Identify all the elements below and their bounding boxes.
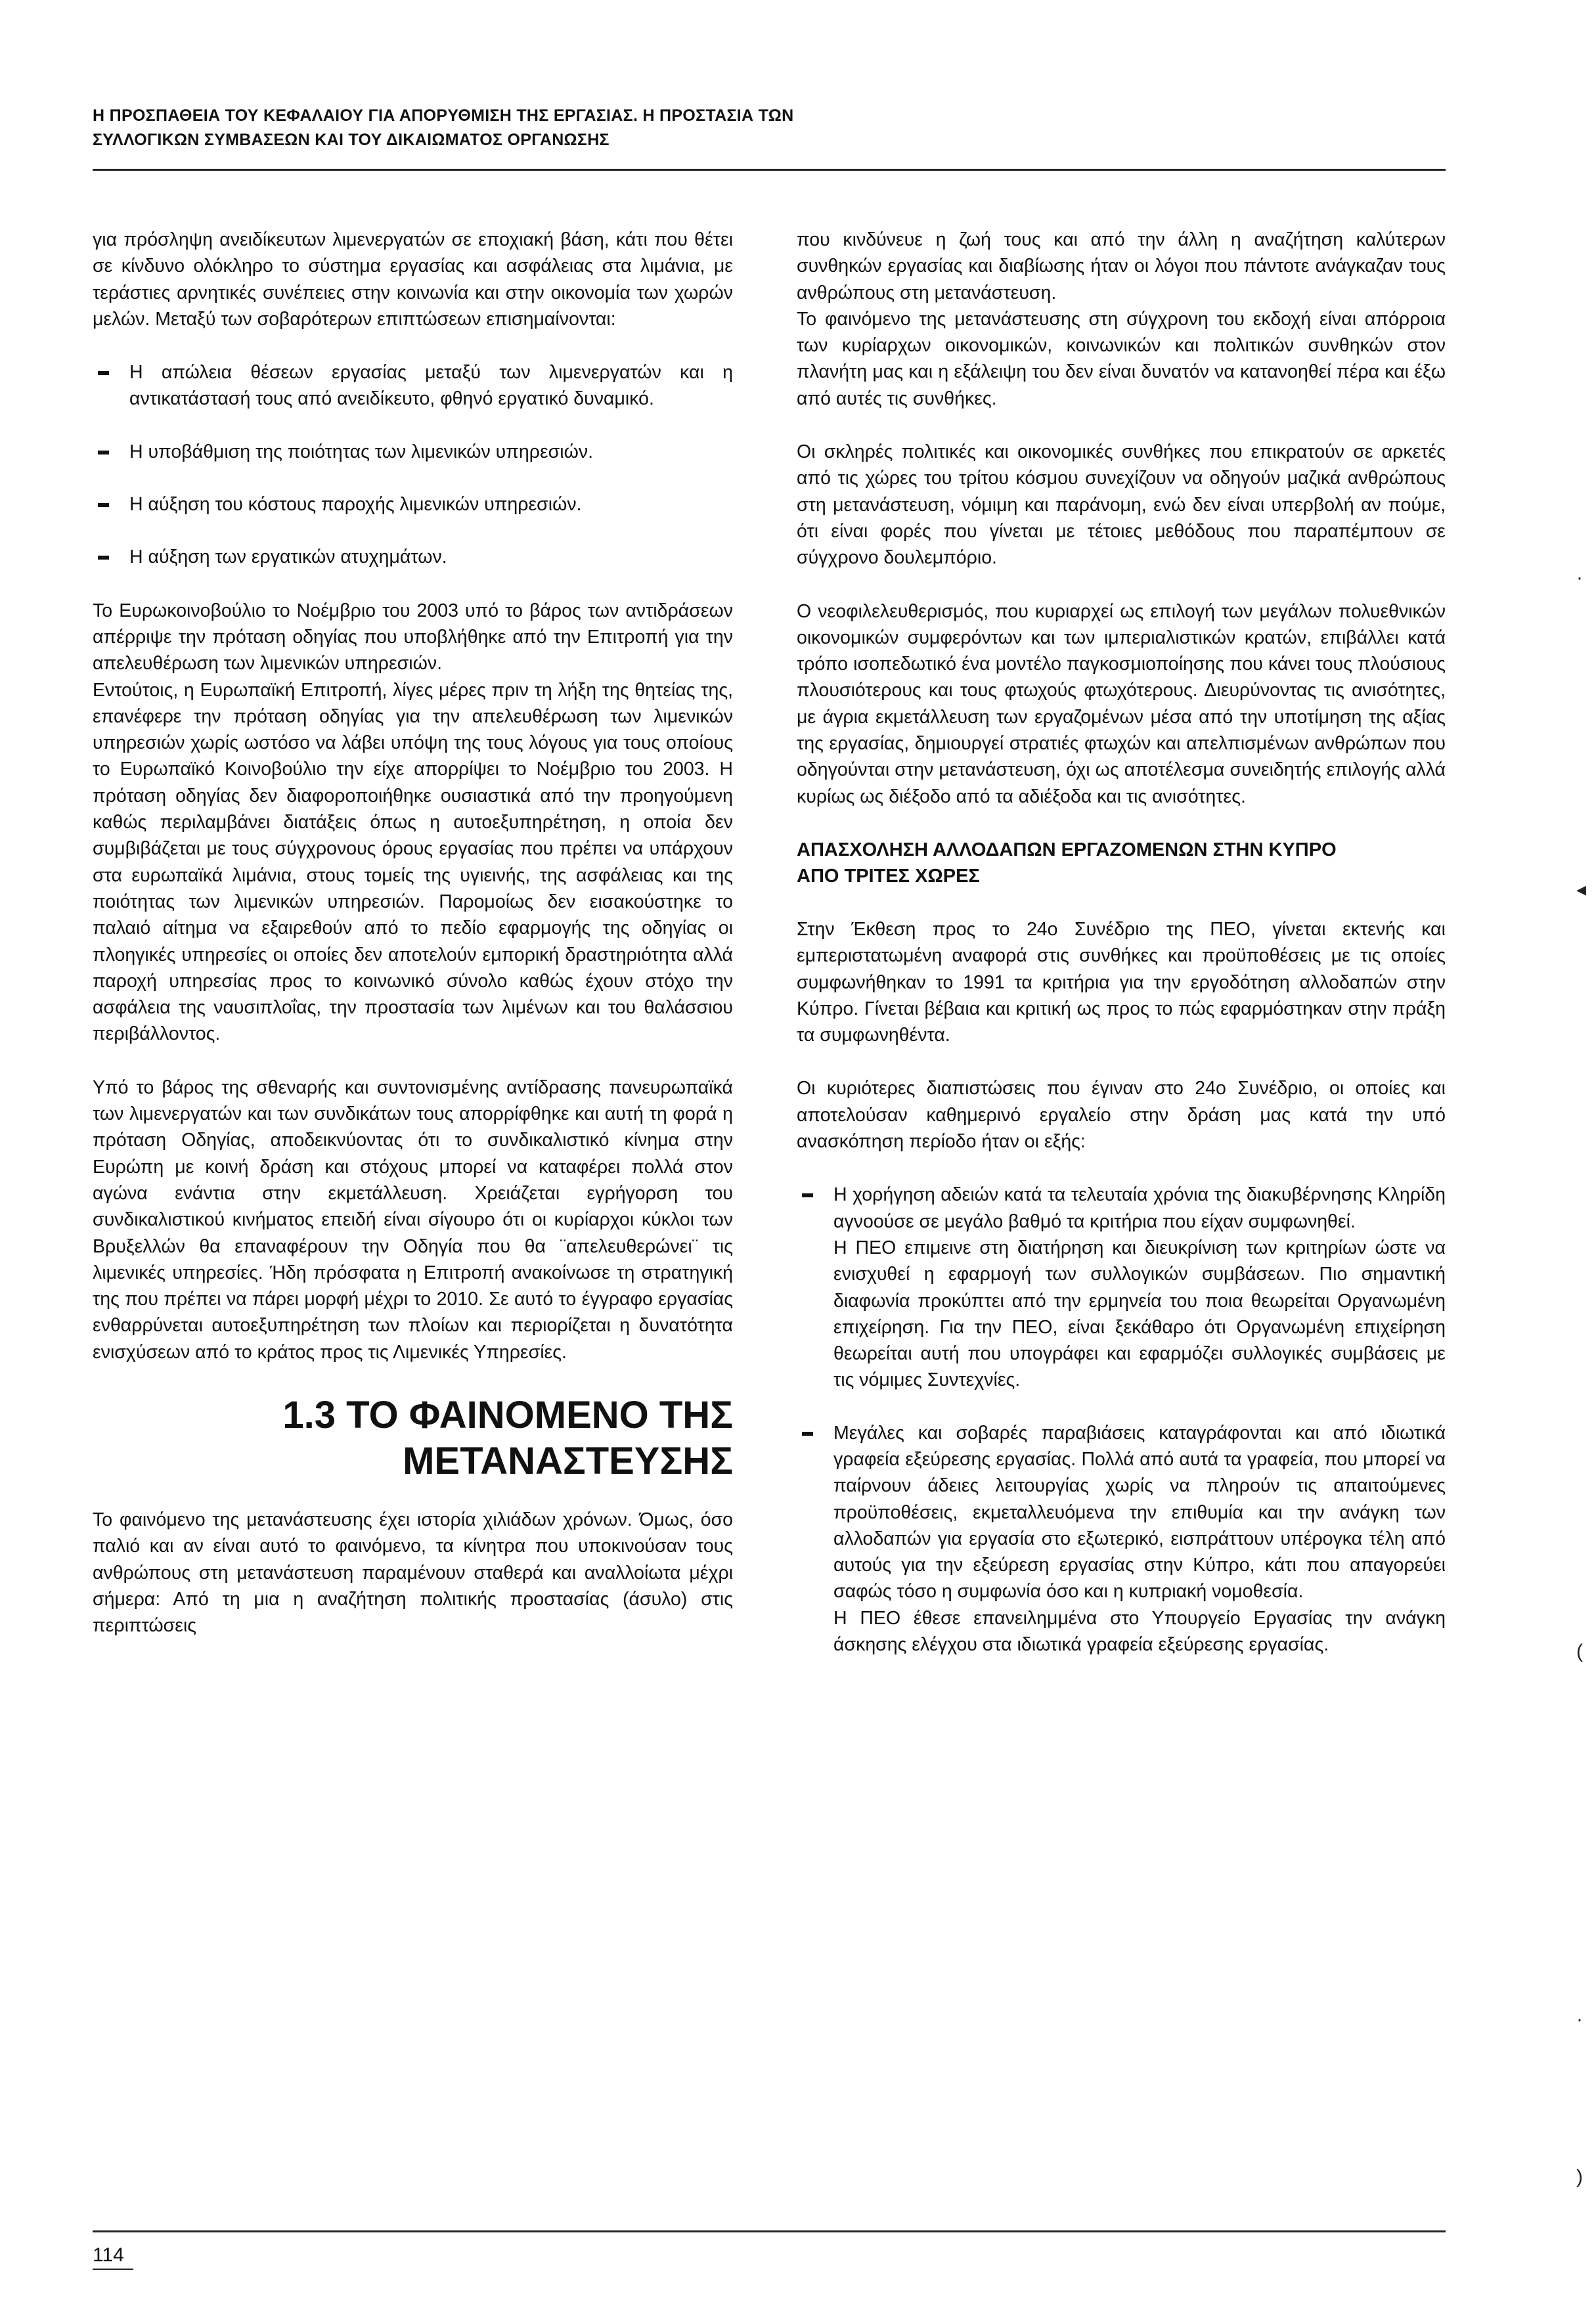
footer-divider xyxy=(93,2230,1446,2232)
left-column xyxy=(93,227,733,1666)
section-title xyxy=(93,1392,733,1484)
bullet-item xyxy=(797,1420,1446,1658)
paragraph: Οι κυριότερες διαπιστώσεις που έγιναν στο 24ο Συνέδριο, οι οποίες και αποτελούσαν καθημερινό εργαλείο στην δράση μας κατά την υπό ανασκόπηση περίοδο ήταν οι εξής: xyxy=(797,1078,1446,1153)
page-number: 114 xyxy=(93,2242,133,2270)
bullet-item: Η υποβάθμιση της ποιότητας των λιμενικών υπηρεσιών. xyxy=(93,439,733,465)
bullet-item: Η απώλεια θέσεων εργασίας μεταξύ των λιμενεργατών και η αντικατάστασή τους από ανειδίκευτο, φθηνό εργατικό δυναμικό. xyxy=(93,359,733,412)
bullet-text: Η ΠΕΟ επιμεινε στη διατήρηση και διευκρίνιση των κριτηρίων ώστε να ενισχυθεί η εφαρμογή των συλλογικών συμβάσεων. Πιο σημαντική διαφωνία προκύπτει από την ερμηνεία του ποια θεωρείται Οργανωμένη επιχείρηση. Για την ΠΕΟ, είναι ξεκάθαρο ότι Οργανωμένη επιχείρηση θεωρείται αυτή που υπογράφει και εφαρμόζει συλλογικές συμβάσεις με τις νόμιμες Συντεχνίες. xyxy=(833,1237,1446,1391)
margin-mark: ( xyxy=(1576,1641,1583,1662)
bullet-list xyxy=(93,359,733,570)
bullet-item xyxy=(797,1182,1446,1393)
header-divider xyxy=(93,169,1446,171)
paragraph: Ο νεοφιλελευθερισμός, που κυριαρχεί ως επιλογή των μεγάλων πολυεθνικών οικονομικών συμφερόντων και των ιμπεριαλιστικών κρατών, επιβάλλει κατά τρόπο ισοπεδωτικό ένα μοντέλο παγκοσμιοποίησης που κάνει τους πλούσιους πλουσιότερους και τους φτωχούς φτωχότερους. Διευρύνοντας τις ανισότητες, με άγρια εκμετάλλευση των εργαζομένων μέσα από την υποτίμηση της αξίας της εργασίας, δημιουργεί στρατιές φτωχών και απελπισμένων ανθρώπων που οδηγούνται στην μετανάστευση, όχι ως αποτέλεσμα συνειδητής επιλογής αλλά κυρίως ως διέξοδο από τα αδιέξοδα και τις ανισότητες. xyxy=(797,600,1446,807)
paragraph: Οι σκληρές πολιτικές και οικονομικές συνθήκες που επικρατούν σε αρκετές από τις χώρες του τρίτου κόσμου συνεχίζουν να οδηγούν μαζικά ανθρώπους στη μετανάστευση, νόμιμη και παράνομη, ενώ δεν είναι υπερβολή αν πούμε, ότι είναι φορές που γίνεται με τέτοιες μεθόδους που παραπέμπουν σε σύγχρονο δουλεμπόριο. xyxy=(797,441,1446,569)
subheading-line-1: ΑΠΑΣΧΟΛΗΣΗ ΑΛΛΟΔΑΠΩΝ ΕΡΓΑΖΟΜΕΝΩΝ ΣΤΗΝ ΚΥΠΡΟ xyxy=(797,839,1337,860)
margin-mark: · xyxy=(1576,567,1583,588)
paragraph: Εντούτοις, η Ευρωπαϊκή Επιτροπή, λίγες μέρες πριν τη λήξη της θητείας της, επανέφερε την πρόταση οδηγίας για την απελευθέρωση των λιμενικών υπηρεσιών χωρίς ωστόσο να λάβει υπόψη της τους λόγους για τους οποίους το Ευρωπαϊκό Κοινοβούλιο την είχε απορρίψει το Νοέμβριο του 2003. Η πρόταση οδηγίας δεν διαφοροποιήθηκε ουσιαστικά από την προηγούμενη καθώς περιλαμβάνει διατάξεις όπως η αυτοεξυπηρέτηση, η οποία δεν συμβιβάζεται με τους σύγχρονους όρους εργασίας που πρέπει να υπάρχουν στα ευρωπαϊκά λιμάνια, στους τομείς της υγιεινής, της ασφάλειας και της ποιότητας των λιμενικών υπηρεσιών. Παρομοίως δεν εισακούστηκε το παλαιό αίτημα να εξαιρεθούν από το πεδίο εφαρμογής της οδηγίας οι πλοηγικές υπηρεσίες οι οποίες δεν αποτελούν εμπορική δραστηριότητα αλλά παροχή υπηρεσίας προς το κοινωνικό σύνολο καθώς έχουν στόχο την ασφάλεια της ναυσιπλοΐας, την προστασία των λιμένων και του θαλάσσιου περιβάλλοντος. xyxy=(93,679,733,1045)
section-title-line-2: ΜΕΤΑΝΑΣΤΕΥΣΗΣ xyxy=(403,1439,733,1482)
margin-mark: · xyxy=(1576,2008,1583,2030)
subheading xyxy=(797,837,1446,889)
paragraph: Το Ευρωκοινοβούλιο το Νοέμβριο του 2003 υπό το βάρος των αντιδράσεων απέρριψε την πρόταση οδηγίας που υποβλήθηκε από την Επιτροπή για την απελευθέρωση των λιμενικών υπηρεσιών. xyxy=(93,600,733,675)
paragraph: Υπό το βάρος της σθεναρής και συντονισμένης αντίδρασης πανευρωπαϊκά των λιμενεργατών και των συνδικάτων τους απορρίφθηκε και αυτή τη φορά η πρόταση Οδηγίας, αποδεικνύοντας ότι το συνδικαλιστικό κίνημα στην Ευρώπη με κοινή δράση και στόχους μπορεί να καταφέρει πολλά στον αγώνα ενάντια στην εκμετάλλευση. Χρειάζεται εγρήγορση του συνδικαλιστικού κινήματος επειδή είναι σίγουρο ότι οι κυρίαρχοι κύκλοι των Βρυξελλών θα επαναφέρουν την Οδηγία που θα ¨απελευθερώνει¨ τις λιμενικές υπηρεσίες. Ήδη πρόσφατα η Επιτροπή ανακοίνωσε τη στρατηγική της που πρέπει να πάρει μορφή μέχρι το 2010. Σε αυτό το έγγραφο εργασίας ενθαρρύνεται αυτοεξυπηρέτηση των πλοίων και περιορίζεται η δυνατότητα ενισχύσεων από το κράτος προς τις Λιμενικές Υπηρεσίες. xyxy=(93,1076,733,1363)
running-header-line-1: Η ΠΡΟΣΠΑΘΕΙΑ ΤΟΥ ΚΕΦΑΛΑΙΟΥ ΓΙΑ ΑΠΟΡΥΘΜΙΣΗ ΤΗΣ ΕΡΓΑΣΙΑΣ. Η ΠΡΟΣΤΑΣΙΑ ΤΩΝ xyxy=(93,106,794,125)
margin-mark: ◂ xyxy=(1576,879,1587,900)
bullet-text: Η ΠΕΟ έθεσε επανειλημμένα στο Υπουργείο Εργασίας την ανάγκη άσκησης ελέγχου στα ιδιωτικά γραφεία εξεύρεσης εργασίας. xyxy=(833,1607,1446,1656)
paragraph: Το φαινόμενο της μετανάστευσης στη σύγχρονη του εκδοχή είναι απόρροια των κυρίαρχων οικονομικών, κοινωνικών και πολιτικών συνθηκών στον πλανήτη μας και η εξάλειψη του δεν είναι δυνατόν να κατανοηθεί πέρα και έξω από αυτές τις συνθήκες. xyxy=(797,308,1446,409)
paragraph: Στην Έκθεση προς το 24ο Συνέδριο της ΠΕΟ, γίνεται εκτενής και εμπεριστατωμένη αναφορά στις συνθήκες και προϋποθέσεις με τις οποίες συμφωνήθηκαν το 1991 τα κριτήρια για την εργοδότηση αλλοδαπών στην Κύπρο. Γίνεται βέβαια και κριτική ως προς το πώς εφαρμόστηκαν στην πράξη τα συμφωνηθέντα. xyxy=(797,918,1446,1046)
bullet-item: Η αύξηση των εργατικών ατυχημάτων. xyxy=(93,544,733,570)
running-header xyxy=(93,104,1446,152)
bullet-item: Η αύξηση του κόστους παροχής λιμενικών υπηρεσιών. xyxy=(93,491,733,518)
running-header-line-2: ΣΥΛΛΟΓΙΚΩΝ ΣΥΜΒΑΣΕΩΝ ΚΑΙ ΤΟΥ ΔΙΚΑΙΩΜΑΤΟΣ ΟΡΓΑΝΩΣΗΣ xyxy=(93,131,610,149)
bullet-text: Μεγάλες και σοβαρές παραβιάσεις καταγράφονται και από ιδιωτικά γραφεία εξεύρεσης εργασίας. Πολλά από αυτά τα γραφεία, που μπορεί να παίρνουν άδειες λειτουργίας χωρίς να πληρούν τις απαιτούμενες προϋποθέσεις, εκμεταλλευόμενα την επιθυμία και την ανάγκη των αλλοδαπών για εργασία στο εξωτερικό, εισπράττουν υπέρογκα τέλη από αυτούς για την εξεύρεση εργασίας στην Κύπρο, κάτι που απαγορεύει σαφώς τόσο η συμφωνία όσο και η κυπριακή νομοθεσία. xyxy=(833,1422,1446,1603)
right-column xyxy=(797,227,1446,1685)
bullet-text: Η χορήγηση αδειών κατά τα τελευταία χρόνια της διακυβέρνησης Κληρίδη αγνοούσε σε μεγάλο βαθμό τα κριτήρια που είχαν συμφωνηθεί. xyxy=(833,1184,1446,1232)
margin-mark: ) xyxy=(1576,2166,1583,2188)
paragraph: Το φαινόμενο της μετανάστευσης έχει ιστορία χιλιάδων χρόνων. Όμως, όσο παλιό και αν είναι αυτό το φαινόμενο, τα κίνητρα που υποκινούσαν τους ανθρώπους στη μετανάστευση παραμένουν σταθερά και αναλλοίωτα μέχρι σήμερα: Από τη μια η αναζήτηση πολιτικής προστασίας (άσυλο) στις περιπτώσεις xyxy=(93,1509,733,1637)
bullet-list xyxy=(797,1182,1446,1658)
paragraph: που κινδύνευε η ζωή τους και από την άλλη η αναζήτηση καλύτερων συνθηκών εργασίας και διαβίωσης ήταν οι λόγοι που πάντοτε ανάγκαζαν τους ανθρώπους στη μετανάστευση. xyxy=(797,229,1446,303)
subheading-line-2: ΑΠΟ ΤΡΙΤΕΣ ΧΩΡΕΣ xyxy=(797,865,980,887)
paragraph: για πρόσληψη ανειδίκευτων λιμενεργατών σε εποχιακή βάση, κάτι που θέτει σε κίνδυνο ολόκληρο το σύστημα εργασίας και ασφάλειας στα λιμάνια, με τεράστιες αρνητικές συνέπειες στην κοινωνία και στην οικονομία των χωρών μελών. Μεταξύ των σοβαρότερων επιπτώσεων επισημαίνονται: xyxy=(93,229,733,330)
section-title-line-1: 1.3 ΤΟ ΦΑΙΝΟΜΕΝΟ ΤΗΣ xyxy=(282,1393,733,1436)
